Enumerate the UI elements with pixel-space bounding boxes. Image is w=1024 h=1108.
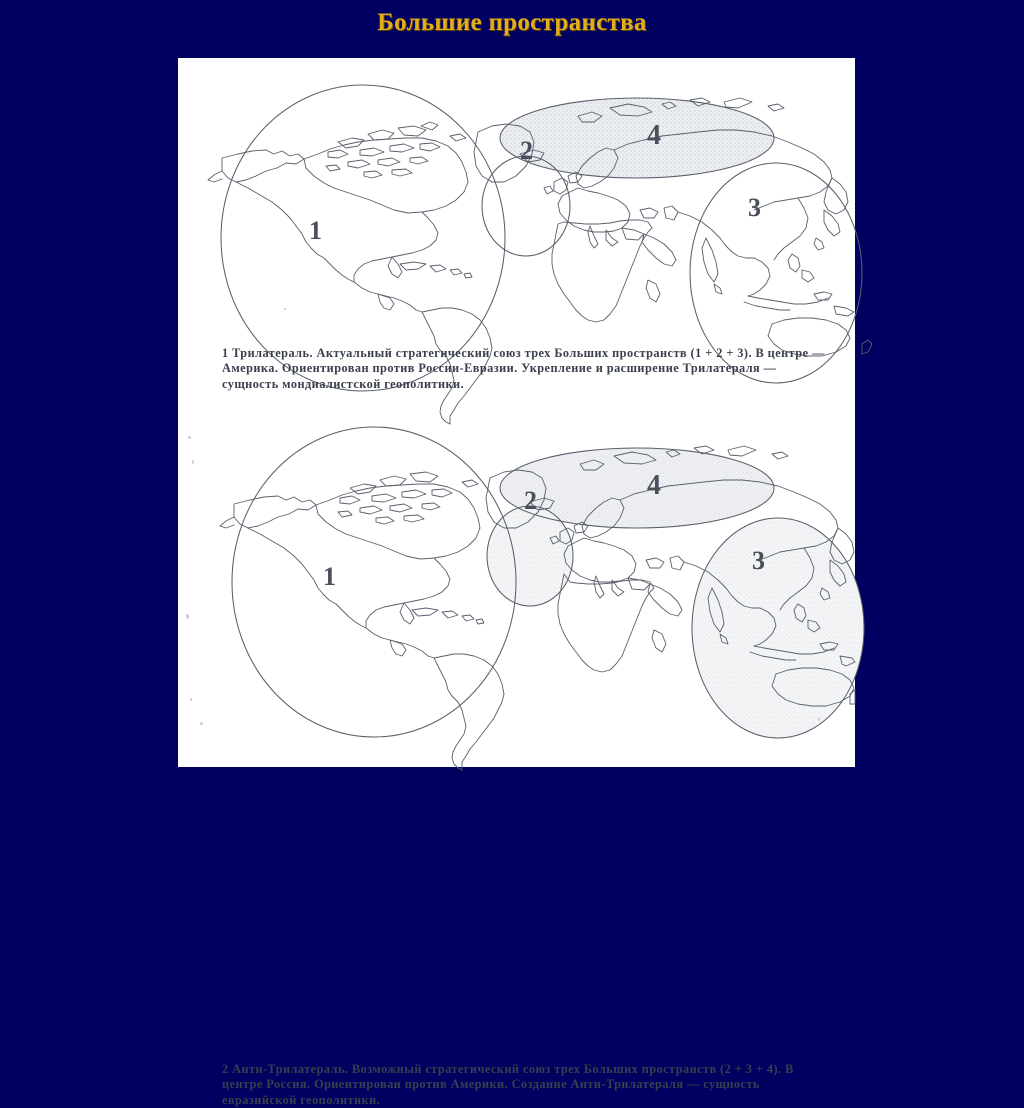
figure-caption-trilateral: 1 Трилатераль. Актуальный стратегический союз трех Больших пространств (1 + 2 + 3). В центре — Америка. Ориентирован против России-Евразии. Укрепление и расширение Трилатераля — сущность мондиалистской геополитики.: [222, 346, 825, 391]
figure-caption-anti-trilateral: 2 Анти-Трилатераль. Возможный стратегический союз трех Больших пространств (2 + 3 + 4). В центре Россия. Ориентирован против Америки. Создание Анти-Трилатераля — сущность евразийской геополитики.: [222, 1062, 794, 1107]
zone-1-ellipse: [232, 427, 516, 737]
zone-label-1: 1: [309, 216, 322, 245]
page-title: Большие пространства: [377, 9, 647, 36]
zone-label-4: 4: [647, 470, 661, 501]
scan-speck: [200, 722, 203, 725]
shaded-zone-fills: [487, 448, 864, 738]
zone-label-4: 4: [647, 120, 661, 151]
scan-speck: [192, 460, 194, 464]
zone-4-region: [500, 98, 774, 178]
zone-label-3: 3: [748, 193, 761, 222]
scan-speck: [284, 308, 286, 310]
zone-label-1: 1: [323, 562, 336, 591]
scan-speck: [190, 698, 192, 701]
landmass-outlines: [220, 470, 546, 770]
zone-label-3: 3: [752, 546, 765, 575]
zone-label-2: 2: [524, 486, 537, 515]
scan-speck: [186, 614, 189, 619]
content-panel: [178, 58, 855, 1107]
scan-speck: [818, 718, 820, 721]
scan-speck: [188, 436, 191, 439]
figure-anti-trilateral: [178, 416, 855, 1107]
zone-label-2: 2: [520, 136, 533, 165]
figure-trilateral: [178, 58, 855, 391]
